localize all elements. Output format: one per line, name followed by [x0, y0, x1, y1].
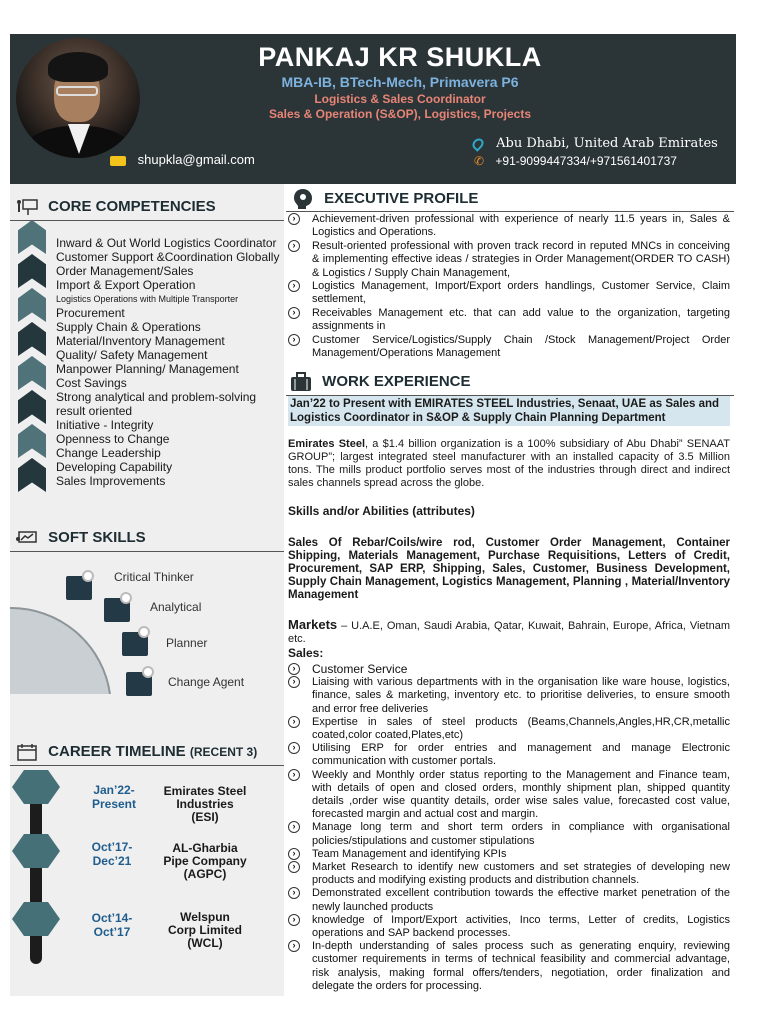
divider [10, 220, 284, 221]
list-item: Cost Savings [56, 376, 127, 390]
list-item: Material/Inventory Management [56, 334, 225, 348]
list-item: › Liaising with various departments with in the organisation like ware house, logistics, finance, sales & marketing, inventory etc. to prioritise deliveries, to ensure smooth and error free deliveries [286, 676, 730, 716]
timeline-date: Oct’14- Oct’17 [91, 911, 133, 939]
list-item: Manpower Planning/ Management [56, 362, 239, 376]
list-item: › Customer Service [286, 663, 730, 676]
chart-board-icon [16, 529, 38, 547]
work-experience-title: WORK EXPERIENCE [322, 372, 471, 390]
list-item: › In-depth understanding of sales process such as generating enquiry, reviewing customer requirements in terms of technical feasibility and commercial advantage, risk analysis, making formal offers/tenders, negotiation, order finalization and delegate the orders for processing. [286, 940, 730, 993]
career-timeline-heading [16, 743, 257, 761]
job-title-bar: Jan’22 to Present with EMIRATES STEEL Industries, Senaat, UAE as Sales and Logistics Coordinator in S&OP & Supply Chain Planning Department [288, 396, 730, 426]
timeline-company: AL-Gharbia Pipe Company (AGPC) [163, 841, 247, 881]
list-item: Strong analytical and problem-solving result oriented [56, 390, 257, 418]
sales-heading: Sales: [288, 646, 324, 660]
sales-list [286, 663, 730, 993]
resume-header [10, 34, 736, 184]
divider [10, 551, 284, 552]
candidate-name: PANKAJ KR SHUKLA [258, 42, 542, 72]
skill-label: Planner [166, 636, 208, 650]
timeline-marker [12, 770, 60, 804]
divider [10, 765, 284, 766]
left-column [10, 184, 284, 996]
list-item: › Achievement-driven professional with experience of nearly 11.5 years in, Sales & Logistics and Operations. [286, 213, 730, 240]
profile-photo [16, 38, 140, 158]
timeline-date: Jan’22- Present [91, 783, 137, 811]
soft-skills-heading [16, 529, 146, 547]
skill-label: Analytical [150, 600, 202, 614]
timeline-company: Emirates Steel Industries (ESI) [163, 784, 247, 824]
divider [286, 211, 734, 212]
timeline-date: Oct’17- Dec’21 [91, 840, 133, 868]
competency-list [56, 236, 286, 488]
executive-profile-heading [292, 188, 478, 210]
candidate-role-areas: Sales & Operation (S&OP), Logistics, Projects [268, 107, 532, 121]
soft-skills-title: SOFT SKILLS [48, 529, 146, 546]
phone-icon: ✆ [474, 154, 485, 168]
email[interactable] [110, 152, 255, 167]
list-item: Openness to Change [56, 432, 170, 446]
timeline-company: Welspun Corp Limited (WCL) [168, 910, 242, 950]
list-item: › Demonstrated excellent contribution towards the effective market penetration of the newly launched products [286, 887, 730, 913]
career-timeline-subtitle: (RECENT 3) [189, 745, 258, 759]
career-timeline-title: CAREER TIMELINE [48, 743, 186, 760]
list-item: Procurement [56, 306, 125, 320]
list-item: Inward & Out World Logistics Coordinator [56, 236, 277, 250]
list-item: Logistics Operations with Multiple Transporter [56, 294, 239, 304]
phone-text: +91-9099447334/+971561401737 [495, 154, 677, 168]
email-text[interactable]: shupkla@gmail.com [137, 152, 255, 167]
core-competencies-heading [16, 198, 216, 216]
list-item: › Expertise in sales of steel products (Beams,Channels,Angles,HR,CR,metallic coated,color coated,Plates,etc) [286, 716, 730, 742]
list-item: Import & Export Operation [56, 278, 196, 292]
profile-list [286, 213, 730, 360]
markets-label: Markets [288, 617, 338, 632]
list-item: Order Management/Sales [56, 264, 194, 278]
timeline-marker [12, 902, 60, 936]
presentation-icon [16, 198, 38, 216]
skill-label: Change Agent [168, 675, 245, 689]
list-item: Sales Improvements [56, 474, 166, 488]
location-text: Abu Dhabi, United Arab Emirates [496, 136, 718, 151]
list-item: › Logistics Management, Import/Export orders handlings, Customer Service, Claim settlement, [286, 280, 730, 307]
briefcase-icon [290, 372, 312, 392]
list-item: Initiative - Integrity [56, 418, 154, 432]
skill-label: Critical Thinker [114, 570, 194, 584]
list-item: › Team Management and identifying KPIs [286, 848, 730, 861]
candidate-degrees: MBA-IB, BTech-Mech, Primavera P6 [281, 74, 519, 90]
list-item: Developing Capability [56, 460, 173, 474]
list-item: Change Leadership [56, 446, 161, 460]
right-column [286, 184, 734, 996]
executive-profile-title: EXECUTIVE PROFILE [324, 189, 479, 207]
timeline-marker [12, 834, 60, 868]
list-item: › knowledge of Import/Export activities, Inco terms, Letter of credits, Logistics operations and SAP backend processes. [286, 914, 730, 940]
list-item: › Manage long term and short term orders in compliance with organisational policies/stipulations and customer stipulations [286, 821, 730, 847]
list-item: Customer Support &Coordination Globally [56, 250, 280, 264]
core-competencies-title: CORE COMPETENCIES [48, 198, 216, 215]
skills-body: Sales Of Rebar/Coils/wire rod, Customer Order Management, Container Shipping, Materials Management, Purchase Requisitions, Letters of Credit, Procurement, SAP ERP, Shipping, Sales, Customer, Business Development, Supply Chain Management, Logistics Management, Planning , Material/Inventory Management [288, 537, 730, 601]
competency-chevrons [18, 220, 46, 492]
mail-icon [110, 156, 126, 166]
phone [474, 154, 677, 168]
company-name: Emirates Steel [288, 438, 366, 450]
list-item: › Receivables Management etc. that can add value to the organization, targeting assignments in [286, 307, 730, 334]
list-item: › Market Research to identify new customers and set strategies of developing new products and modifying existing products and distribution channels. [286, 861, 730, 887]
list-item: Quality/ Safety Management [56, 348, 208, 362]
location-pin-icon [470, 136, 486, 152]
list-item: › Utilising ERP for order entries and management and manage Electronic communication with customer portals. [286, 742, 730, 768]
calendar-icon [16, 743, 38, 761]
list-item: › Result-oriented professional with proven track record in reputed MNCs in conceiving & implementing effective ideas / strategies in Order Management(ORDER TO CASH) & Logistics / Supply Chain Management, [286, 240, 730, 280]
work-experience-heading [290, 372, 471, 392]
company-description: Emirates Steel, a $1.4 billion organization is a 100% subsidiary of Abu Dhabi” SENAAT GROUP”; largest integrated steel manufacturer with an installed capacity of 3.5 Million tons. The mills product portfolio serves most of the industries through direct and indirect sales channels spread across the globe. [288, 438, 730, 489]
candidate-role: Logistics & Sales Coordinator [314, 92, 486, 106]
location [472, 136, 718, 151]
head-gear-icon [292, 188, 314, 210]
markets: Markets – U.A.E, Oman, Saudi Arabia, Qatar, Kuwait, Bahrain, Europe, Africa, Vietnam etc. [288, 617, 730, 645]
skills-heading: Skills and/or Abilities (attributes) [288, 504, 475, 518]
list-item: › Customer Service/Logistics/Supply Chain /Stock Management/Project Order Management/Operations Management [286, 334, 730, 361]
list-item: Supply Chain & Operations [56, 320, 201, 334]
list-item: › Weekly and Monthly order status reporting to the Management and Finance team, with details of open and closed orders, monthly shipment plan, shipped quantity details ,order wise quantity details, order wise sales value, forecasted cost value, forecasted margin and actual cost and margin. [286, 769, 730, 822]
